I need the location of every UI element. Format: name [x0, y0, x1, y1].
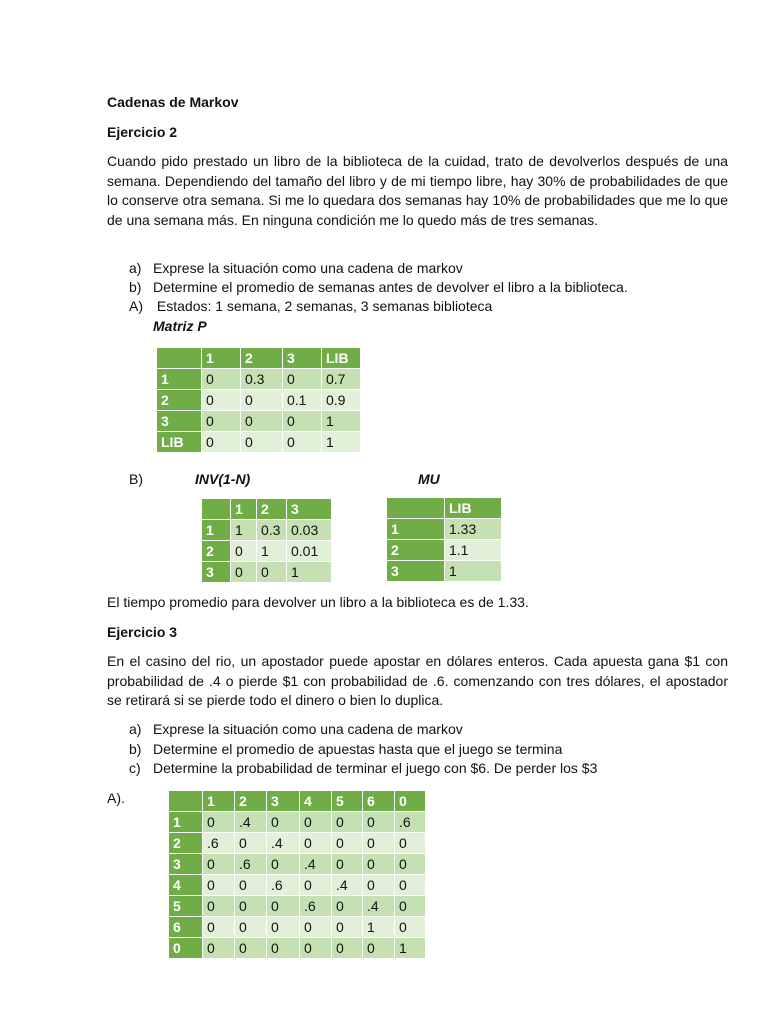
exercise-3-item-c [107, 759, 597, 779]
table-row [169, 938, 426, 959]
list-marker: a) [129, 721, 142, 737]
exercise-2-conclusion: El tiempo promedio para devolver un libro a la biblioteca es de 1.33. [107, 594, 529, 610]
table-cell: 0 [267, 917, 300, 938]
table-cell: 1 [202, 348, 241, 369]
exercise-2-item-a [107, 259, 463, 279]
table-cell: 0 [202, 369, 241, 390]
table-cell: 0 [363, 938, 395, 959]
mu-table [386, 497, 502, 582]
matrix-p-label: Matriz P [153, 318, 207, 334]
table-cell: 0 [395, 833, 426, 854]
table-row [387, 519, 502, 540]
table-cell: 0 [241, 432, 283, 453]
table-cell: 4 [300, 791, 332, 812]
table-row-header: 2 [202, 541, 231, 562]
table-cell [157, 348, 202, 369]
table-cell: 0 [300, 875, 332, 896]
table-cell: 0 [300, 938, 332, 959]
mu-label: MU [418, 471, 440, 487]
exercise-3-paragraph: En el casino del rio, un apostador puede apostar en dólares enteros. Cada apuesta gana $1 con probabilidad de .4 o pierde $1 con probabilidad de .6. comenzando con tres dólares, el apostador se retirará si se pierde todo el dinero o bien lo duplica. [107, 653, 728, 708]
table-cell: 0 [332, 833, 363, 854]
list-text: Determine la probabilidad de terminar el juego con $6. De perder los $3 [153, 760, 598, 776]
table-cell: 2 [241, 348, 283, 369]
table-cell: 0 [235, 896, 267, 917]
table-row [169, 812, 426, 833]
inv-table [201, 498, 332, 583]
table-cell: 0 [300, 833, 332, 854]
table-cell [202, 499, 231, 520]
list-marker: c) [129, 760, 141, 776]
list-text: Exprese la situación como una cadena de markov [153, 721, 463, 737]
table-row-header: 1 [387, 519, 445, 540]
table-cell: 0 [257, 562, 287, 583]
table-cell: 1 [363, 917, 395, 938]
table-row [387, 540, 502, 561]
table-cell: 0 [241, 411, 283, 432]
table-cell: 0 [332, 812, 363, 833]
table-row-header: 3 [169, 854, 203, 875]
table-cell: 0 [283, 432, 322, 453]
table-cell: 0.03 [287, 520, 332, 541]
table-cell: 0 [283, 411, 322, 432]
table-cell: .4 [267, 833, 300, 854]
table-cell: 3 [267, 791, 300, 812]
table-header-row [157, 348, 361, 369]
table-row [169, 917, 426, 938]
table-row-header: LIB [157, 432, 202, 453]
table-row-header: 2 [157, 390, 202, 411]
table-cell: 2 [257, 499, 287, 520]
exercise-3-item-a [107, 720, 463, 740]
table-row-header: 6 [169, 917, 203, 938]
table-cell: 0 [267, 812, 300, 833]
table-cell: 0 [241, 390, 283, 411]
list-marker: b) [129, 741, 142, 757]
table-cell: .6 [203, 833, 235, 854]
table-cell: 0 [203, 938, 235, 959]
table-cell: LIB [445, 498, 502, 519]
table-row-header: 3 [157, 411, 202, 432]
table-cell: .4 [332, 875, 363, 896]
table-cell: 0 [332, 854, 363, 875]
table-cell: 1 [445, 561, 502, 582]
list-text: Determine el promedio de apuestas hasta que el juego se termina [153, 741, 563, 757]
table-cell: 0 [203, 917, 235, 938]
table-cell: 0.9 [322, 390, 361, 411]
table-cell: 0 [203, 896, 235, 917]
table-cell: 0 [300, 812, 332, 833]
part-a-marker: A). [107, 790, 125, 806]
table-cell: .6 [235, 854, 267, 875]
table-cell: 0 [395, 854, 426, 875]
table-row [202, 520, 332, 541]
table-row [169, 875, 426, 896]
table-row-header: 1 [157, 369, 202, 390]
table-cell: 1 [231, 499, 257, 520]
table-row-header: 1 [169, 812, 203, 833]
table-row-header: 3 [387, 561, 445, 582]
table-cell: .6 [267, 875, 300, 896]
matrix-p-table [156, 347, 361, 453]
table-header-row [169, 791, 426, 812]
exercise-3-heading: Ejercicio 3 [107, 624, 178, 640]
exercise-2-item-b [107, 278, 628, 298]
table-cell: 0 [395, 875, 426, 896]
table-cell: 0 [203, 812, 235, 833]
table-cell: 1.33 [445, 519, 502, 540]
table-cell: 1 [257, 541, 287, 562]
table-cell: 0 [235, 875, 267, 896]
table-row [157, 369, 361, 390]
list-text: Exprese la situación como una cadena de markov [153, 260, 463, 276]
table-cell: 0 [267, 938, 300, 959]
table-header-row [202, 499, 332, 520]
table-cell: 0.01 [287, 541, 332, 562]
table-cell: 0 [267, 896, 300, 917]
table-cell: 0 [231, 562, 257, 583]
document-title: Cadenas de Markov [107, 94, 239, 110]
table-cell: .6 [395, 812, 426, 833]
table-cell: 0 [235, 833, 267, 854]
table-row [157, 432, 361, 453]
table-cell: 0.3 [241, 369, 283, 390]
table-row-header: 4 [169, 875, 203, 896]
table-cell: LIB [322, 348, 361, 369]
list-marker: a) [129, 260, 142, 276]
list-text: Determine el promedio de semanas antes de devolver el libro a la biblioteca. [153, 279, 628, 295]
table-row-header: 2 [169, 833, 203, 854]
table-cell: .4 [363, 896, 395, 917]
table-cell: 1 [395, 938, 426, 959]
table-row [157, 411, 361, 432]
exercise-2-item-A [107, 297, 492, 317]
table-row [202, 541, 332, 562]
table-cell: 3 [287, 499, 332, 520]
list-marker: b) [129, 279, 142, 295]
list-text: Estados: 1 semana, 2 semanas, 3 semanas biblioteca [153, 298, 493, 314]
table-cell: 0 [395, 791, 426, 812]
table-cell: 1.1 [445, 540, 502, 561]
table-cell: 0 [363, 875, 395, 896]
table-row-header: 1 [202, 520, 231, 541]
table-cell: 0 [395, 896, 426, 917]
table-cell: 0 [203, 854, 235, 875]
table-cell: 0 [363, 812, 395, 833]
table-cell: 0.1 [283, 390, 322, 411]
table-cell: 0 [300, 917, 332, 938]
table-cell: 0 [202, 432, 241, 453]
table-cell [387, 498, 445, 519]
table-cell: 1 [322, 411, 361, 432]
table-cell: 1 [231, 520, 257, 541]
table-cell: 1 [203, 791, 235, 812]
list-marker: A) [129, 298, 143, 314]
table-cell: 5 [332, 791, 363, 812]
table-cell: 0 [202, 390, 241, 411]
table-row [169, 833, 426, 854]
table-cell: 0 [235, 917, 267, 938]
table-cell: 2 [235, 791, 267, 812]
table-cell: 0 [332, 938, 363, 959]
table-cell: .6 [300, 896, 332, 917]
table-row [169, 896, 426, 917]
table-cell: .4 [300, 854, 332, 875]
table-cell: 0 [283, 369, 322, 390]
table-cell: 0 [202, 411, 241, 432]
table-row [202, 562, 332, 583]
table-cell: 1 [287, 562, 332, 583]
table-row-header: 3 [202, 562, 231, 583]
table-header-row [387, 498, 502, 519]
table-cell [169, 791, 203, 812]
table-cell: 0 [363, 833, 395, 854]
table-cell: 3 [283, 348, 322, 369]
table-cell: 1 [322, 432, 361, 453]
table-row-header: 5 [169, 896, 203, 917]
exercise-3-item-b [107, 740, 562, 760]
table-cell: 0 [203, 875, 235, 896]
exercise-2-paragraph: Cuando pido prestado un libro de la biblioteca de la cuidad, trato de devolverlos después de una semana. Dependiendo del tamaño del libro y de mi tiempo libre, hay 30% de probabilidades de que lo conserve otra semana. Si me lo quedara dos semanas hay 10% de probabilidades que me lo que de una semana más. En ninguna condición me lo quedo más de tres semanas. [107, 153, 728, 228]
table-cell: 0 [395, 917, 426, 938]
table-cell: 0.7 [322, 369, 361, 390]
table-cell: 0 [267, 854, 300, 875]
table-cell: 0 [231, 541, 257, 562]
table-row-header: 2 [387, 540, 445, 561]
table-row [169, 854, 426, 875]
table-cell: 0 [332, 896, 363, 917]
table-cell: 0 [235, 938, 267, 959]
table-cell: 0 [363, 854, 395, 875]
exercise-2-heading: Ejercicio 2 [107, 124, 178, 140]
table-cell: 6 [363, 791, 395, 812]
table-row [387, 561, 502, 582]
table-cell: 0 [332, 917, 363, 938]
table-cell: 0.3 [257, 520, 287, 541]
table-cell: .4 [235, 812, 267, 833]
table-row [157, 390, 361, 411]
gambler-matrix-table [168, 790, 426, 959]
inv-label: INV(1-N) [195, 471, 251, 487]
part-b-marker: B) [129, 471, 143, 487]
table-row-header: 0 [169, 938, 203, 959]
